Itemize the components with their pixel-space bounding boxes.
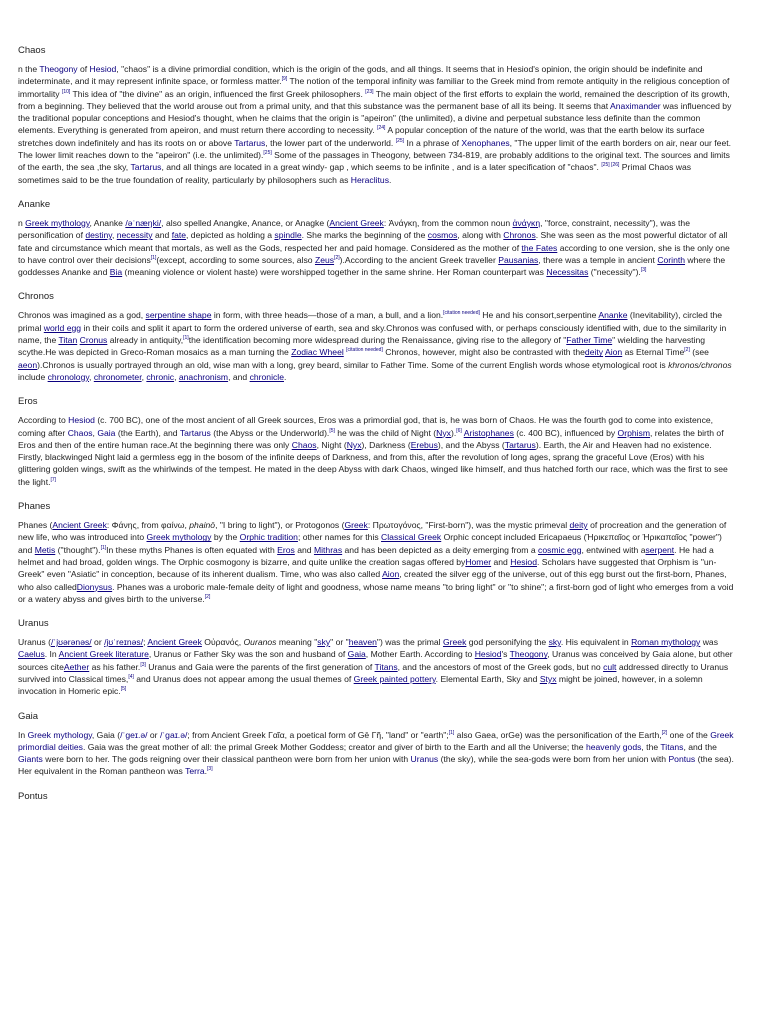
section-pontus xyxy=(18,791,734,802)
citation-link[interactable]: [24] xyxy=(377,125,386,132)
body-text: ") was the primal xyxy=(376,637,443,648)
body-text: ("necessity"). xyxy=(588,267,641,278)
wiki-link[interactable]: spindle xyxy=(274,230,302,241)
body-text: , created the silver egg of the universe, out of this egg burst out the first-born, Phanes, who also called xyxy=(18,569,727,592)
wiki-link[interactable]: Ancient Greek xyxy=(52,520,107,531)
body-text: n the xyxy=(18,64,40,74)
body-text: , and xyxy=(228,371,250,382)
citation-link[interactable]: [2] xyxy=(661,729,668,736)
body-text: , "chaos" is a divine primordial condition, which is the origin of the gods, and all things. It seems that in Hesiod's opinion, the origin should be indefinite and indeterminate, and it may represent infinite space, or formless matter. xyxy=(18,64,703,87)
wiki-link[interactable]: Eros xyxy=(277,544,295,555)
body-text: (meaning violence or violent haste) were worshipped together in the same shrine. Her Roman counterpart was xyxy=(122,267,547,278)
wiki-link[interactable]: Heraclitus xyxy=(350,174,390,185)
citation-link[interactable]: [1] xyxy=(448,729,455,736)
wiki-link[interactable]: /ˈɡeɪ.ə/ xyxy=(120,729,148,740)
body-text: , relates the birth of Eros and then of the entire human race.At the beginning there was only xyxy=(18,427,724,450)
wiki-link[interactable]: Necessitas xyxy=(546,267,589,278)
wiki-link[interactable]: chronology xyxy=(47,371,90,382)
body-text: and has been depicted as a deity emerging from a xyxy=(342,544,539,555)
body-text: Chronos, however, might also be contrasted with the xyxy=(382,347,585,358)
wiki-link[interactable]: Giants xyxy=(18,754,43,765)
wiki-link[interactable]: Aion xyxy=(382,569,400,580)
wiki-link[interactable]: Bia xyxy=(109,267,123,278)
wiki-link[interactable]: Erebus xyxy=(410,439,438,450)
body-text: might be joined, however, in a solemn invocation in Homeric epic. xyxy=(18,673,703,697)
body-text: A popular conception of the nature of the world, was that the earth below its surface stretches down indefinitely and has its roots on or above xyxy=(18,125,705,148)
section-paragraph xyxy=(18,63,734,186)
body-text: or xyxy=(147,729,160,740)
body-text: , xyxy=(174,371,179,382)
wiki-link[interactable]: necessity xyxy=(116,230,153,241)
citation-link[interactable]: [1] xyxy=(150,255,157,261)
body-text: in form, with three heads—those of a man, a bull, and a lion. xyxy=(211,310,444,321)
wiki-link[interactable]: chronometer xyxy=(93,371,142,382)
citation-link[interactable]: [3] xyxy=(207,766,213,773)
body-text: . She was seen as the most powerful dictator of all fate and circumstance which meant that mortals, as well as the Gods, respected her and paid homage. Considered as the mother of xyxy=(18,230,728,253)
body-text: also Gaea, orGe) was the personification of the Earth, xyxy=(454,729,662,740)
citation-link[interactable]: [4] xyxy=(128,674,134,681)
citation-link[interactable]: [3] xyxy=(140,661,146,668)
body-text: according to one version, she is the only one to have control over their decisions xyxy=(18,242,730,265)
wiki-link[interactable]: Gaia xyxy=(347,649,366,660)
body-text: he was the child of Night ( xyxy=(334,427,437,438)
body-text: Phanes ( xyxy=(18,520,53,531)
section-heading: Chaos xyxy=(18,45,46,56)
body-text: or xyxy=(91,637,105,648)
body-text: ; other names for this xyxy=(297,532,382,543)
body-text: " or " xyxy=(330,637,349,648)
body-text: ), Darkness ( xyxy=(361,439,411,450)
wiki-link[interactable]: Tartarus xyxy=(504,439,536,450)
citation-link[interactable]: [3] xyxy=(640,267,647,274)
wiki-link[interactable]: Ancient Greek xyxy=(147,637,202,648)
body-text: : Ἀνάγκη, from the common noun xyxy=(383,217,513,228)
body-text: , along with xyxy=(457,230,504,241)
wiki-link[interactable]: Zodiac Wheel xyxy=(291,347,344,358)
body-text: , Mother Earth. According to xyxy=(365,649,475,660)
wiki-link[interactable]: Hesiod xyxy=(510,556,537,567)
wiki-link[interactable]: Tartarus xyxy=(179,427,211,438)
wiki-link[interactable]: Theogony xyxy=(509,649,548,660)
wiki-link[interactable]: Dionysus xyxy=(76,581,113,592)
wiki-link[interactable]: Titans xyxy=(660,741,684,752)
wiki-link[interactable]: Titan xyxy=(58,335,78,346)
body-text: . Gaia was the great mother of all: the primal Greek Mother Goddess; creator and giver of birth to the Earth and all the Universe; the xyxy=(82,741,586,752)
body-text: were born to her. The gods reigning over their classical pantheon were born from her union with xyxy=(42,754,411,765)
wiki-link[interactable]: Greek xyxy=(344,520,368,531)
wiki-link[interactable]: Greek mythology xyxy=(25,217,90,228)
body-text: Some of the passages in Theogony, between 734-819, are probably additions to the original text. The sources and limits of the earth, the sea ,the sky, xyxy=(18,150,730,173)
body-text: He and his consort,serpentine xyxy=(479,310,599,321)
section-paragraph xyxy=(18,729,734,778)
body-text: , and all things are located in a great windy- gap , which seems to be infinite , and is a later specification of "chaos". xyxy=(161,162,602,173)
wiki-link[interactable]: Greek mythology xyxy=(27,729,92,740)
citation-link[interactable]: [7] xyxy=(50,476,57,483)
body-text: : Φάνης, from φαίνω, xyxy=(106,520,190,531)
wiki-link[interactable]: Terra xyxy=(185,766,205,777)
wiki-link[interactable]: chronicle xyxy=(249,371,284,382)
wiki-link[interactable]: /jʊˈreɪnəs/ xyxy=(104,637,144,648)
italic-text: khronos/chronos xyxy=(668,359,732,370)
body-text: of procreation and the generation of new life, who was introduced into xyxy=(18,520,727,543)
wiki-link[interactable]: Father Time xyxy=(566,335,613,346)
body-text: Uranus and Gaia were the parents of the first generation of xyxy=(145,661,375,672)
body-text: . She marks the beginning of the xyxy=(301,230,428,241)
body-text: by the xyxy=(211,532,240,543)
italic-text: Ouranos xyxy=(243,637,277,648)
body-text: . xyxy=(283,371,287,382)
wiki-link[interactable]: Uranus xyxy=(410,754,439,765)
wiki-link[interactable]: the Fates xyxy=(521,242,558,253)
body-text: : Πρωτογόνος, "First-born"), was the mystic primeval xyxy=(367,520,570,531)
section-paragraph xyxy=(18,217,734,278)
body-text: (except, according to some sources, also xyxy=(156,254,315,265)
body-text: . Scholars have suggested that Orphism is "un-Greek" even "Asiatic" in conception, because of its inherent dualism. Time, who was also called xyxy=(18,556,717,580)
body-text: , xyxy=(111,230,117,241)
body-text: " wielding the harvesting scythe.He was depicted in Greco-Roman mosaics as a man turning the xyxy=(18,335,706,358)
body-text: Uranus ( xyxy=(18,637,51,648)
wiki-link[interactable]: world egg xyxy=(43,322,82,333)
body-text: . He had a helmet and had broad, golden wings. The Orphic cosmogony is bizarre, and quite unlike the creation sagas offered by xyxy=(18,544,714,567)
citation-link[interactable]: [10] xyxy=(61,88,71,95)
body-text: was xyxy=(700,637,718,648)
body-text: , xyxy=(89,371,94,382)
wiki-link[interactable]: ἀνάγκη xyxy=(512,217,541,228)
section-paragraph xyxy=(18,519,734,605)
citation-link[interactable]: [2] xyxy=(684,347,690,354)
wiki-link[interactable]: cosmos xyxy=(427,230,458,241)
wiki-link[interactable]: sky xyxy=(548,637,561,648)
citation-link[interactable]: [25] [26] xyxy=(601,162,620,169)
body-text: . Elemental Earth, Sky and xyxy=(435,673,540,684)
body-text: . xyxy=(389,174,392,185)
body-text: , xyxy=(141,371,147,382)
body-text: In xyxy=(18,729,28,740)
body-text: god personifying the xyxy=(466,637,549,648)
body-text: , Uranus was conceived by Gaia alone, but other sources cite xyxy=(18,649,733,672)
citation-link[interactable]: [5] xyxy=(329,427,335,434)
body-text: addressed directly to Uranus survived into Classical times, xyxy=(18,661,729,684)
wiki-link[interactable]: Gaia xyxy=(97,427,116,438)
wiki-link[interactable]: Tartarus xyxy=(130,162,162,173)
wiki-link[interactable]: deity xyxy=(584,347,604,358)
citation-link[interactable]: [23] xyxy=(365,88,374,95)
body-text: one of the xyxy=(667,729,711,740)
body-text: , the xyxy=(641,741,661,752)
wiki-link[interactable]: Nyx xyxy=(346,439,362,450)
body-text: and Uranus does not appear among the usual themes of xyxy=(133,673,354,684)
wiki-link[interactable]: deity xyxy=(569,520,588,531)
body-text: ).Chronos is usually portrayed through an old, wise man with a long, grey beard, similar to Father Time. Some of the current English words whose etymological root is xyxy=(37,359,669,370)
section-heading: Ananke xyxy=(18,198,51,210)
citation-link[interactable]: [citation needed] xyxy=(443,310,480,317)
citation-link[interactable]: [2] xyxy=(204,593,211,600)
wiki-link[interactable]: Anaximander xyxy=(610,100,661,111)
section-heading: Uranus xyxy=(18,618,49,630)
body-text: and xyxy=(491,556,511,567)
body-text: (see xyxy=(689,347,709,358)
body-text: and xyxy=(152,230,172,241)
body-text: The main object of the first efforts to explain the world, remained the description of its growth, from a beginning. They believed that the world arouse out from a primal unity, and that this substance was the permanent base of all its being. It seems that xyxy=(18,88,730,111)
body-text: , "The upper limit of the earth borders on air, near our feet. The lower limit reaches down to the "apeiron" (i.e. the unlimited). xyxy=(18,137,732,161)
body-text: (the Earth), and xyxy=(115,427,180,438)
body-text: in their coils and split it apart to form the ordered universe of earth, sea and sky.Chronos was confused with, or perhaps consciously identified with, due to the similarity in name, the xyxy=(18,322,727,346)
citation-link[interactable]: [6] xyxy=(456,427,462,434)
body-text: , "I bring to light"), or Protogonos ( xyxy=(215,520,345,531)
body-text: Orphic concept included Ericapaeus (Ἠρικεπαῖος or Ἠρικαπαῖος "power") and xyxy=(18,532,722,555)
body-text: , also spelled Anangke, Anance, or Anagke ( xyxy=(161,217,330,228)
body-text: where the goddesses Ananke and xyxy=(18,254,726,278)
body-text: According to xyxy=(18,415,69,426)
body-text: include xyxy=(18,371,48,382)
body-text: , Uranus or Father Sky was the son and husband of xyxy=(148,649,348,660)
body-text: . His equivalent in xyxy=(560,637,632,648)
body-text: was influenced by the traditional popular conceptions and Hesiod's thought, when he claims that the origin is "apeiron" (the unlimited), a divine and perpetual substance less definite than the common elements. Everything is generated from apeiron, and must return there according to necessity. xyxy=(18,100,732,136)
wiki-link[interactable]: Roman mythology xyxy=(631,637,701,648)
wiki-link[interactable]: sky xyxy=(317,637,331,648)
wiki-link[interactable]: Greek mythology xyxy=(146,532,212,543)
body-text: ("thought"). xyxy=(55,544,101,555)
wiki-link[interactable]: Orphic tradition xyxy=(239,532,298,543)
wiki-link[interactable]: Aion xyxy=(605,347,623,358)
wiki-link[interactable]: aeon xyxy=(18,359,38,370)
wiki-link[interactable]: Greek primordial deities xyxy=(18,729,734,752)
wiki-link[interactable]: /əˈnæŋki/ xyxy=(125,217,162,228)
section-uranus xyxy=(18,618,734,697)
body-text: meaning " xyxy=(276,637,318,648)
body-text: . Phanes was a uroboric male-female deity of light and goodness, whose name means "to bring light" or "to shine"; a first-born god of light who emerges from a void or a watery abyss and gives birth to the universe. xyxy=(18,581,734,604)
wiki-link[interactable]: Styx xyxy=(539,673,557,684)
body-text: , there was a temple in ancient xyxy=(538,254,658,265)
body-text: , Ananke xyxy=(89,217,126,228)
wiki-link[interactable]: Hesiod xyxy=(68,415,95,426)
wiki-link[interactable]: Aether xyxy=(63,661,90,672)
wiki-link[interactable]: serpent xyxy=(645,544,675,555)
wiki-link[interactable]: Greek xyxy=(442,637,467,648)
wiki-link[interactable]: cosmic egg xyxy=(538,544,582,555)
wiki-link[interactable]: Chronos xyxy=(503,230,536,241)
wiki-link[interactable]: Nyx xyxy=(436,427,451,438)
body-text: Οὐρανός, xyxy=(201,637,244,648)
wiki-link[interactable]: heaven xyxy=(348,637,377,648)
citation-link[interactable]: [25] xyxy=(263,150,272,157)
wiki-link[interactable]: Greek painted pottery xyxy=(353,673,436,684)
wiki-link[interactable]: Caelus xyxy=(18,649,45,660)
citation-link[interactable]: [5] xyxy=(120,686,127,693)
wiki-link[interactable]: Theogony xyxy=(39,64,78,74)
wiki-link[interactable]: serpentine shape xyxy=(145,310,212,321)
wiki-link[interactable]: Hesiod xyxy=(474,649,502,660)
section-paragraph xyxy=(18,309,734,383)
body-text: ), and the Abyss ( xyxy=(437,439,505,450)
body-text: In these myths Phanes is often equated with xyxy=(106,544,278,555)
body-text: . In xyxy=(44,649,59,660)
body-text: In a phrase of xyxy=(404,137,462,148)
section-heading: Eros xyxy=(18,396,38,408)
wiki-link[interactable]: /ˈjʊərənəs/ xyxy=(50,637,92,648)
body-text: (the sea). Her equivalent in the Roman pantheon was xyxy=(18,754,734,777)
body-text: , and the ancestors of most of the Greek gods, but no xyxy=(397,661,604,672)
section-chaos xyxy=(18,45,734,186)
body-text: Chronos was imagined as a god, xyxy=(18,310,146,321)
wiki-link[interactable]: Mithras xyxy=(313,544,343,555)
body-text: , Night ( xyxy=(316,439,347,450)
section-chronos xyxy=(18,291,734,383)
section-heading: Pontus xyxy=(18,790,48,802)
body-text: , depicted as holding a xyxy=(186,230,275,241)
wiki-link[interactable]: /ˈɡaɪ.ə/ xyxy=(159,729,188,740)
wiki-link[interactable]: anachronism xyxy=(178,371,229,382)
italic-text: phainō xyxy=(189,520,216,531)
wiki-link[interactable]: Chaos xyxy=(291,439,317,450)
document-body xyxy=(18,45,734,810)
wiki-link[interactable]: Chaos xyxy=(67,427,93,438)
body-text: the identification becoming more widespread during the Renaissance, giving rise to the allegory of " xyxy=(188,335,567,346)
wiki-link[interactable]: chronic xyxy=(146,371,175,382)
body-text: ; from Ancient Greek Γαῖα, a poetical form of Gē Γῆ, "land" or "earth"; xyxy=(187,729,449,740)
section-ananke xyxy=(18,199,734,278)
wiki-link[interactable]: Zeus xyxy=(314,254,335,265)
body-text: already in antiquity, xyxy=(107,335,184,346)
citation-link[interactable]: [1] xyxy=(100,544,107,551)
wiki-link[interactable]: Hesiod xyxy=(89,64,117,74)
body-text: , Gaia ( xyxy=(91,729,121,740)
body-text: Primal Chaos was sometimes said to be the true foundation of reality, particularly by philosophers such as xyxy=(18,162,692,185)
wiki-link[interactable]: Ancient Greek literature xyxy=(58,649,149,660)
body-text: ). Earth, the Air and Heaven had no existence. Firstly, blackwinged Night laid a germless egg in the bosom of the infinite deeps of Darkness, and from this, after the revolution of long ages, sprang the graceful Love (Eros) with his glittering golden wings, swift as the whirlwinds of the tempest. He mated in the deep Abyss with dark Chaos, winged like himself, and thus hatched forth our race, which was the first to see the light. xyxy=(18,439,728,487)
section-paragraph xyxy=(18,414,734,488)
body-text: ).According to the ancient Greek traveller xyxy=(339,254,499,265)
wiki-link[interactable]: Corinth xyxy=(657,254,686,265)
wiki-link[interactable]: Xenophanes xyxy=(461,137,510,148)
body-text: , the lower part of the underworld. xyxy=(265,137,396,148)
wiki-link[interactable]: Pausanias xyxy=(498,254,539,265)
body-text: , entwined with a xyxy=(581,544,646,555)
body-text: (the sky), while the sea-gods were born from her union with xyxy=(438,754,669,765)
body-text: ; xyxy=(143,637,148,648)
body-text: . xyxy=(204,766,208,777)
body-text: This idea of "the divine" as an origin, influenced the first Greek philosophers. xyxy=(70,88,366,99)
wiki-link[interactable]: Metis xyxy=(34,544,56,555)
citation-link[interactable]: [25] xyxy=(395,137,405,144)
section-phanes xyxy=(18,501,734,605)
body-text: of xyxy=(77,64,90,74)
citation-link[interactable]: [2] xyxy=(334,255,340,261)
section-paragraph xyxy=(18,636,734,697)
wiki-link[interactable]: Ananke xyxy=(598,310,628,321)
body-text: , and the xyxy=(683,741,717,752)
section-gaia xyxy=(18,711,734,778)
body-text: The notion of the temporal infinity was familiar to the Greek mind from remote antiquity in the religious conception of immortality xyxy=(18,76,730,99)
body-text: (Inevitability), circled the primal xyxy=(18,310,723,333)
wiki-link[interactable]: Classical Greek xyxy=(381,532,442,543)
body-text: 's xyxy=(501,649,510,660)
section-heading: Phanes xyxy=(18,501,51,513)
wiki-link[interactable]: Ancient Greek xyxy=(329,217,384,228)
body-text: n xyxy=(18,217,26,228)
body-text: (c. 400 BC), influenced by xyxy=(513,427,618,438)
wiki-link[interactable]: destiny xyxy=(85,230,112,241)
wiki-link[interactable]: Tartarus xyxy=(234,137,266,148)
section-heading: Chronos xyxy=(18,291,54,303)
wiki-link[interactable]: Homer xyxy=(465,556,492,567)
body-text: , xyxy=(92,427,98,438)
wiki-link[interactable]: Cronus xyxy=(79,335,108,346)
body-text: as his father. xyxy=(89,661,141,672)
wiki-link[interactable]: Titans xyxy=(374,661,398,672)
wiki-link[interactable]: cult xyxy=(603,661,617,672)
citation-link[interactable]: [9] xyxy=(281,76,288,83)
body-text: (c. 700 BC), one of the most ancient of all Greek sources, Eros was a primordial god, that is, he was born of Chaos. He was the fourth god to come into existence, coming after xyxy=(18,415,714,438)
wiki-link[interactable]: fate xyxy=(171,230,187,241)
wiki-link[interactable]: Orphism xyxy=(617,427,651,438)
wiki-link[interactable]: Aristophanes xyxy=(463,427,514,438)
body-text: as Eternal Time xyxy=(622,347,685,358)
wiki-link[interactable]: heavenly gods xyxy=(585,741,642,752)
section-eros xyxy=(18,396,734,488)
body-text: and xyxy=(294,544,314,555)
wiki-link[interactable]: Pontus xyxy=(668,754,696,765)
citation-link[interactable]: [citation needed] xyxy=(346,347,383,354)
body-text: ). xyxy=(450,427,457,438)
body-text: , "force, constraint, necessity"), was the personification of xyxy=(18,217,690,241)
section-heading: Gaia xyxy=(18,710,39,722)
citation-link[interactable]: [1] xyxy=(183,335,189,342)
body-text: (the Abyss or the Underworld). xyxy=(210,427,330,438)
